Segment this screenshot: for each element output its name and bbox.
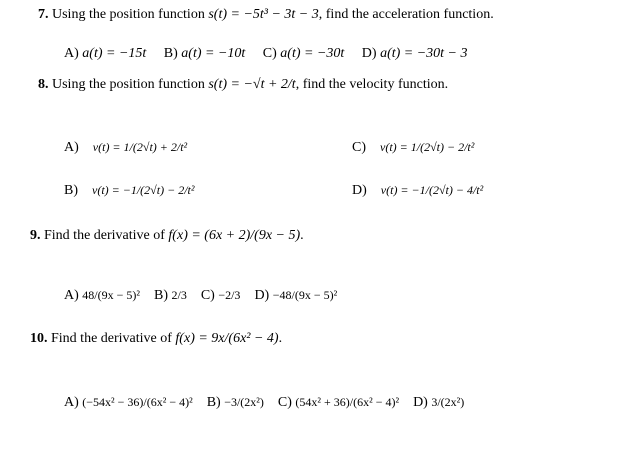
- option-text: a(t) = −15t: [82, 46, 147, 61]
- option-label: C): [277, 395, 292, 410]
- math-function: f(x) = 9x/(6x² − 4): [175, 331, 279, 346]
- option-text: v(t) = 1/(2√t) − 2/t²: [380, 140, 475, 154]
- math-function: s(t) = −√t + 2/t: [208, 77, 296, 92]
- option-d[interactable]: [413, 395, 464, 410]
- option-c[interactable]: [263, 46, 345, 61]
- question-task: .: [278, 331, 283, 346]
- option-b[interactable]: [164, 46, 246, 61]
- question-8: [38, 77, 448, 93]
- option-text: 2/3: [171, 288, 187, 302]
- option-a[interactable]: [64, 46, 146, 61]
- question-prompt: Using the position function: [52, 7, 205, 22]
- option-label: B): [64, 183, 78, 198]
- option-text: 48/(9x − 5)²: [82, 288, 140, 302]
- option-c[interactable]: [352, 140, 474, 156]
- option-label: A): [64, 395, 79, 410]
- option-label: B): [153, 288, 168, 303]
- option-text: v(t) = −1/(2√t) − 4/t²: [380, 183, 484, 197]
- option-label: B): [206, 395, 221, 410]
- math-function: f(x) = (6x + 2)/(9x − 5): [168, 228, 301, 243]
- question-9: [30, 228, 304, 244]
- question-prompt: Find the derivative of: [51, 331, 172, 346]
- option-b[interactable]: [64, 183, 194, 199]
- option-text: 3/(2x²): [431, 395, 465, 409]
- question-task: , find the acceleration function.: [318, 7, 494, 22]
- option-text: (54x² + 36)/(6x² − 4)²: [295, 395, 400, 409]
- option-b[interactable]: [154, 288, 187, 303]
- option-text: −2/3: [218, 288, 241, 302]
- option-label: A): [64, 140, 79, 155]
- option-c[interactable]: [201, 288, 241, 303]
- question-number: 9.: [30, 228, 41, 243]
- option-d[interactable]: [254, 288, 337, 303]
- option-c[interactable]: [278, 395, 399, 410]
- option-label: C): [352, 140, 366, 155]
- options-10: [64, 395, 464, 411]
- option-d[interactable]: [362, 46, 468, 61]
- option-a[interactable]: [64, 395, 193, 410]
- options-7: [64, 46, 468, 62]
- option-label: A): [64, 288, 79, 303]
- option-text: a(t) = −30t − 3: [380, 46, 468, 61]
- option-label: C): [262, 46, 277, 61]
- option-b[interactable]: [207, 395, 264, 410]
- question-number: 8.: [38, 77, 49, 92]
- option-label: C): [200, 288, 215, 303]
- option-text: v(t) = 1/(2√t) + 2/t²: [92, 140, 188, 154]
- option-d[interactable]: [352, 183, 483, 199]
- option-label: D): [352, 183, 367, 198]
- options-9: [64, 288, 337, 304]
- question-number: 10.: [30, 331, 48, 346]
- option-label: B): [163, 46, 178, 61]
- question-number: 7.: [38, 7, 49, 22]
- option-label: D): [361, 46, 377, 61]
- question-task: , find the velocity function.: [295, 77, 449, 92]
- option-a[interactable]: [64, 140, 187, 156]
- option-text: (−54x² − 36)/(6x² − 4)²: [82, 395, 193, 409]
- option-text: a(t) = −10t: [181, 46, 246, 61]
- question-10: [30, 331, 282, 347]
- option-text: −48/(9x − 5)²: [272, 288, 338, 302]
- option-text: a(t) = −30t: [280, 46, 345, 61]
- math-function: s(t) = −5t³ − 3t − 3: [208, 7, 319, 22]
- question-prompt: Find the derivative of: [44, 228, 165, 243]
- option-a[interactable]: [64, 288, 140, 303]
- option-label: D): [413, 395, 428, 410]
- option-label: D): [254, 288, 270, 303]
- question-task: .: [300, 228, 304, 243]
- option-text: −3/(2x²): [224, 395, 264, 409]
- question-prompt: Using the position function: [52, 77, 205, 92]
- question-7: [38, 7, 494, 23]
- option-text: v(t) = −1/(2√t) − 2/t²: [92, 183, 195, 197]
- option-label: A): [64, 46, 79, 61]
